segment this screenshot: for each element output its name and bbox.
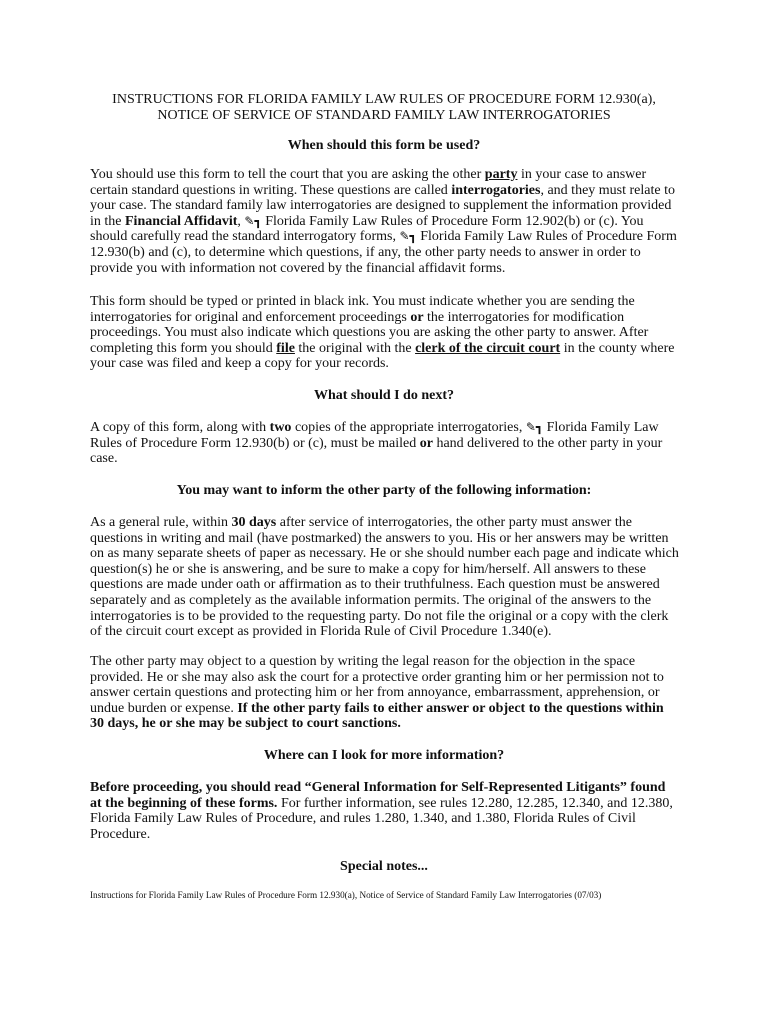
title-line-2: NOTICE OF SERVICE OF STANDARD FAMILY LAW INTERROGATORIES [157, 108, 611, 123]
document-title [0, 92, 768, 124]
heading-when: When should this form be used? [287, 138, 481, 153]
term-party: party [484, 167, 518, 182]
term-clerk: clerk of the circuit court [415, 340, 561, 356]
term-or: or [410, 309, 424, 325]
term-file: file [276, 340, 295, 356]
heading-more: Where can I look for more information? [263, 748, 505, 763]
paragraph-inform-2: The other party may object to a question by writing the legal reason for the objection in the space provided. He or she may also ask the court for a protective order granting him or her permission not to answer certain questions and protecting him or her from annoyance, embarrassment, apprehension, or undue burden or expense. If the other party fails to either answer or object to the questions within 30 days, he or she may be subject to court sanctions. [90, 654, 664, 732]
paragraph-inform-1: As a general rule, within 30 days after service of interrogatories, the other party must answer the questions in writing and mail (have postmarked) the answers to you. His or her answers may be written on as many separate sheets of paper as necessary. He or she should number each page and indicate which question(s) he or she is answering, and be sure to make a copy for him/herself. All answers to these questions are made under oath or affirmation as to their truthfulness. Each question must be answered separately and as completely as the available information permits. The original of the answers to the interrogatories is to be provided to the requesting party. Do not file the original or a copy with the clerk of the circuit court except as provided in Florida Rule of Civil Procedure 1.340(e). [90, 515, 679, 640]
paragraph-when-2: This form should be typed or printed in black ink. You must indicate whether you are sending the interrogatories for original and enforcement proceedings or the interrogatories for modification proceedings. You must also indicate which questions you are asking the other party to answer. After completing this form you should file the original with the clerk of the circuit court in the county where your case was filed and keep a copy for your records. [90, 294, 675, 372]
term-financial-affidavit: Financial Affidavit [125, 213, 238, 229]
heading-special-notes: Special notes... [340, 859, 428, 874]
pencil-form-icon: ✎┓ [244, 213, 262, 228]
read-general-info-note: Before proceeding, you should read “General Information for Self-Represented Litigants” found at the beginning of these forms. [90, 780, 666, 811]
term-or: or [419, 435, 433, 451]
title-line-1: INSTRUCTIONS FOR FLORIDA FAMILY LAW RULES OF PROCEDURE FORM 12.930(a), [112, 92, 656, 107]
paragraph-when-1: You should use this form to tell the court that you are asking the other party in your case to answer certain standard questions in writing. These questions are called interrogatories, and they must relate to your case. The standard family law interrogatories are designed to supplement the information provided in the Financial Affidavit, ✎┓ Florida Family Law Rules of Procedure Form 12.902(b) or (c). You should carefully read the standard interrogatory forms, ✎┓ Florida Family Law Rules of Procedure Form 12.930(b) and (c), to determine which questions, if any, the other party needs to answer in order to provide you with information not covered by the financial affidavit forms. [90, 167, 677, 276]
page-footer: Instructions for Florida Family Law Rules of Procedure Form 12.930(a), Notice of Service of Standard Family Law Interrogatories (07/03) [90, 890, 602, 900]
term-two: two [269, 420, 292, 435]
term-interrogatories: interrogatories [451, 182, 541, 198]
paragraph-next-1: A copy of this form, along with two copies of the appropriate interrogatories, ✎┓ Florida Family Law Rules of Procedure Form 12.930(b) or (c), must be mailed or hand delivered to the other party in your case. [90, 420, 663, 467]
sanctions-warning: If the other party fails to either answer or object to the questions within 30 days, he or she may be subject to court sanctions. [90, 700, 664, 732]
paragraph-more-1: Before proceeding, you should read “General Information for Self-Represented Litigants” found at the beginning of these forms. For further information, see rules 12.280, 12.285, 12.340, and 12.380, Florida Family Law Rules of Procedure, and rules 1.280, 1.340, and 1.380, Florida Rules of Civil Procedure. [90, 780, 673, 842]
pencil-form-icon: ✎┓ [399, 229, 417, 244]
heading-inform: You may want to inform the other party of the following information: [176, 483, 592, 498]
term-30-days: 30 days [231, 515, 277, 530]
heading-next: What should I do next? [313, 388, 455, 403]
pencil-form-icon: ✎┓ [525, 420, 544, 434]
